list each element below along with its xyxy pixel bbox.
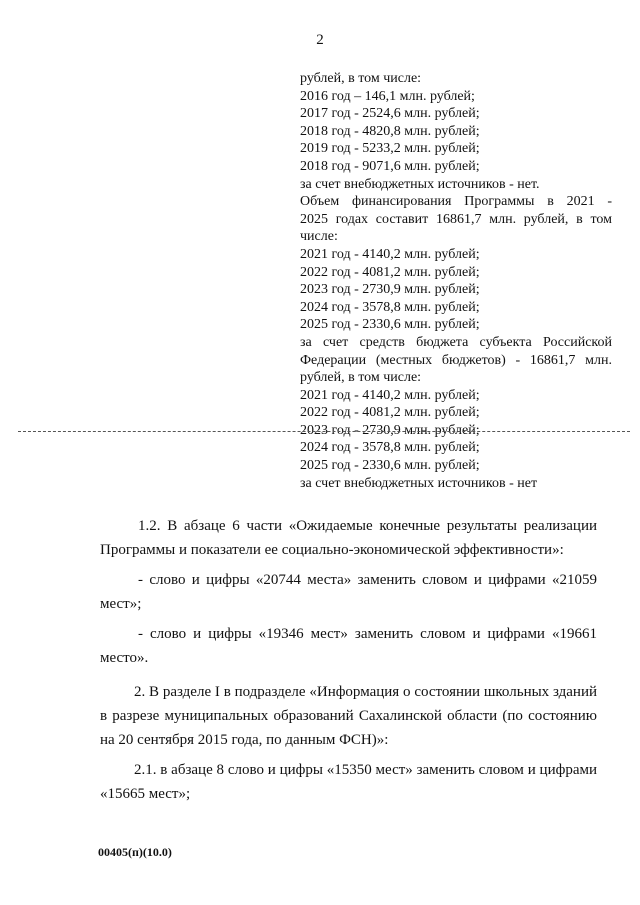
block-line: за счет средств бюджета субъекта Российской	[300, 334, 612, 350]
block-line: 2017 год - 2524,6 млн. рублей;	[300, 106, 480, 122]
block-line: 2019 год - 5233,2 млн. рублей;	[300, 141, 480, 157]
main-text	[100, 514, 597, 806]
block-line: 2021 год - 4140,2 млн. рублей;	[300, 387, 480, 403]
paragraph-item-1: - слово и цифры «20744 места» заменить словом и цифрами «21059 мест»;	[100, 572, 597, 612]
block-line: 2016 год – 146,1 млн. рублей;	[300, 88, 475, 104]
block-line: рублей, в том числе:	[300, 71, 422, 86]
block-line: 2024 год - 3578,8 млн. рублей;	[300, 440, 480, 456]
block-line: 2022 год - 4081,2 млн. рублей;	[300, 264, 480, 280]
block-line: 2025 год - 2330,6 млн. рублей;	[300, 458, 480, 474]
paragraph-2-1: 2.1. в абзаце 8 слово и цифры «15350 мест» заменить словом и цифрами «15665 мест»;	[100, 762, 597, 802]
paragraph-item-2: - слово и цифры «19346 мест» заменить словом и цифрами «19661 место».	[100, 626, 597, 666]
block-line: числе:	[300, 229, 338, 245]
block-line: 2023 год - 2730,9 млн. рублей;	[300, 282, 480, 298]
block-line: 2022 год - 4081,2 млн. рублей;	[300, 405, 480, 421]
block-line: 2018 год - 4820,8 млн. рублей;	[300, 123, 480, 139]
block-line: 2025 годах составит 16861,7 млн. рублей, в том	[300, 211, 612, 227]
block-line: 2021 год - 4140,2 млн. рублей;	[300, 246, 480, 262]
block-line: Объем финансирования Программы в 2021 -	[300, 194, 612, 210]
financing-block	[300, 70, 612, 492]
block-line: за счет внебюджетных источников - нет.	[300, 176, 540, 192]
paragraph-1-2: 1.2. В абзаце 6 части «Ожидаемые конечные результаты реализации Программы и показатели ее социально-экономической эффективности»:	[100, 518, 597, 558]
block-line: 2018 год - 9071,6 млн. рублей;	[300, 158, 480, 174]
dashed-separator	[18, 431, 630, 432]
page-number: 2	[316, 32, 324, 48]
block-line: Федерации (местных бюджетов) - 16861,7 млн.	[300, 352, 612, 368]
block-line: 2025 год - 2330,6 млн. рублей;	[300, 317, 480, 333]
block-line: за счет внебюджетных источников - нет	[300, 475, 538, 491]
document-code: 00405(п)(10.0)	[98, 845, 172, 859]
block-line: 2024 год - 3578,8 млн. рублей;	[300, 299, 480, 315]
paragraph-2: 2. В разделе I в подразделе «Информация о состоянии школьных зданий в разрезе муниципальных образований Сахалинской области (по состоянию на 20 сентября 2015 года, по данным ФСН)»:	[100, 684, 597, 748]
block-line: 2023 год - 2730,9 млн. рублей;	[300, 422, 480, 438]
block-line: рублей, в том числе:	[300, 370, 422, 386]
